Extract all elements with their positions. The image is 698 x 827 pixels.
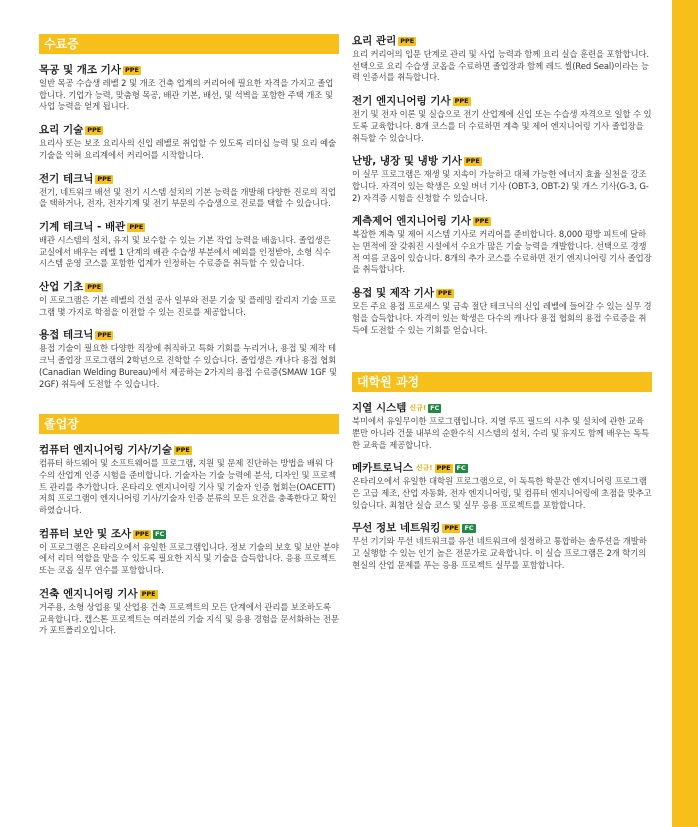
- program-title: 전기 엔지니어링 기사 PPE: [352, 95, 469, 108]
- ppe-badge: PPE: [135, 529, 150, 538]
- ppe-badge: PPE: [465, 157, 480, 166]
- program-item: [39, 527, 339, 577]
- ppe-badge: PPE: [436, 464, 451, 473]
- program-description: 무선 기기와 무선 네트워크를 유선 네트워크에 설정하고 통합하는 솔루션을 개발하고 실행할 수 있는 인기 높은 전문가로 교육합니다. 이 실습 프로그램은 2개 학기의 현실의 산업 문제를 푸는 응용 프로젝트 실무를 포함합니다.: [352, 536, 647, 570]
- ppe-badge: PPE: [474, 217, 489, 226]
- program-title: 메카트로닉스 신규! PPE FC: [352, 462, 466, 475]
- program-title: 건축 엔지니어링 기사 PPE: [39, 587, 156, 600]
- program-title: 용접 테크닉 PPE: [39, 329, 112, 342]
- ppe-badge: PPE: [97, 331, 112, 340]
- program-description: 이 프로그램은 기본 레벨의 건설 공사 일부와 전문 기술 및 플레밍 칼리지 기술 프로그램 몇 가지로 학점을 이전할 수 있는 진로를 제공합니다.: [39, 295, 336, 317]
- program-description: 모든 주요 용접 프로세스 및 금속 절단 테크닉의 신입 레벨에 들어갈 수 있는 실무 경험을 습득합니다. 자격이 있는 학생은 다수의 캐나다 용접 협회의 용접 수료증을 취득에 도전할 수 있는 기회를 얻습니다.: [352, 301, 652, 335]
- fc-badge: FC: [430, 404, 440, 413]
- program-title: 산업 기초 PPE: [39, 281, 102, 294]
- right-column: [352, 34, 652, 582]
- new-label: 신규!: [409, 404, 427, 413]
- program-item: [39, 220, 339, 270]
- program-item: [352, 154, 652, 204]
- program-item: [352, 521, 652, 571]
- program-title: 용접 및 제작 기사 PPE: [352, 287, 452, 300]
- program-item: [39, 280, 339, 318]
- program-description: 이 프로그램은 온타리오에서 유일한 프로그램입니다. 정보 기술의 보호 및 보안 분야에서 리더 역할을 맡을 수 있도록 필요한 지식 및 기술을 습득합니다. 응용 프로젝트 또는 코옵 실무 연수를 포함합니다.: [39, 541, 339, 576]
- ppe-badge: PPE: [400, 37, 415, 45]
- program-item: [352, 461, 652, 511]
- program-description: 전기 및 전자 이론 및 실습으로 전기 산업계에 신입 또는 수습생 자격으로 일할 수 있도록 교육합니다. 8개 코스를 더 수료하면 계측 및 제어 엔지니어링 기사 졸업장을 취득할 수 있습니다.: [352, 109, 652, 143]
- ppe-badge: PPE: [129, 222, 144, 231]
- program-title: 전기 테크닉 PPE: [39, 172, 112, 185]
- left-column: [39, 34, 339, 647]
- ppe-badge: PPE: [87, 126, 102, 135]
- program-title: 난방, 냉장 및 냉방 기사 PPE: [352, 155, 480, 168]
- ppe-badge: PPE: [124, 66, 139, 74]
- program-item: [352, 34, 652, 84]
- program-title: 무선 정보 네트워킹 PPE FC: [352, 522, 474, 535]
- program-item: [39, 587, 339, 637]
- program-item: [39, 443, 339, 517]
- program-description: 온타리오에서 유일한 대학원 프로그램으로, 이 독특한 학문간 엔지니어링 프로그램은 고급 제조, 산업 자동화, 전자 엔지니어링, 및 컴퓨터 엔지니어링에 초점을 맞추고 있습니다. 최첨단 실습 코스 및 실무 응용 프로젝트를 포함합니다.: [352, 476, 652, 510]
- program-item: [39, 328, 339, 390]
- program-title: 컴퓨터 보안 및 조사 PPE FC: [39, 527, 165, 540]
- program-item: [352, 401, 652, 451]
- program-description: 북미에서 유일무이한 프로그램입니다. 지열 루프 필드의 시추 및 설치에 관한 교육 뿐만 아니라 건물 내부의 순환수식 시스템의 설치, 수리 및 유지도 함께 배우는 독특한 교육을 제공합니다.: [352, 416, 649, 450]
- fc-badge: FC: [456, 464, 466, 473]
- fc-badge: FC: [155, 529, 165, 538]
- program-title: 요리 관리 PPE: [352, 35, 415, 47]
- program-title: 지열 시스템 신규! FC: [352, 402, 440, 415]
- ppe-badge: PPE: [97, 174, 112, 183]
- section-header-diplomas: 졸업장: [39, 414, 339, 434]
- program-description: 요리사 또는 보조 요리사의 신입 레벨로 취업할 수 있도록 리더십 능력 및 요리 예술 기술을 익혀 요리계에서 커리어를 시작합니다.: [39, 138, 336, 160]
- program-item: [39, 63, 339, 113]
- program-item: [39, 123, 339, 161]
- program-title: 컴퓨터 엔지니어링 기사/기술 PPE: [39, 444, 190, 457]
- program-title: 목공 및 개조 기사 PPE: [39, 64, 139, 76]
- ppe-badge: PPE: [141, 589, 156, 598]
- ppe-badge: PPE: [175, 446, 190, 455]
- program-item: [352, 94, 652, 144]
- program-description: 거주용, 소형 상업용 및 산업용 건축 프로젝트의 모든 단계에서 관리를 보조하도록 교육합니다. 캡스톤 프로젝트는 여러분의 기술 지식 및 응용 경험을 문서화하는 전문가 포트폴리오입니다.: [39, 601, 339, 636]
- program-item: [352, 214, 652, 276]
- program-description: 이 실무 프로그램은 재생 및 지속이 가능하고 대체 가능한 에너지 효율 실천을 강조합니다. 자격이 있는 학생은 오일 버너 기사 (OBT-3, OBT-2) 및 개스 기사(G-3, G-2) 자격증 시험을 신청할 수 있습니다.: [352, 169, 649, 203]
- program-description: 요리 커리어의 입문 단계로 관리 및 사업 능력과 함께 요리 실습 훈련을 포함합니다. 선택으로 요리 수습생 코옵을 수료하면 졸업장과 함께 레드 씰(Red Seal)이라는 능력 인증서를 취득합니다.: [352, 49, 649, 83]
- fc-badge: FC: [464, 524, 474, 533]
- new-label: 신규!: [415, 464, 433, 473]
- program-description: 용접 기술이 필요한 다양한 직장에 취직하고 특화 기회를 누리거나, 용접 및 제작 테크닉 졸업장 프로그램의 2학년으로 진학할 수 있습니다. 졸업생은 캐나다 용접 협회(Canadian Welding Bureau)에서 제공하는 2가지의 용접 수료증(SMAW 1GF 및 2GF) 취득에 도전할 수 있습니다.: [39, 343, 337, 389]
- section-header-graduate: 대학원 과정: [352, 372, 652, 392]
- ppe-badge: PPE: [454, 97, 469, 106]
- program-title: 요리 기술 PPE: [39, 124, 102, 137]
- program-title: 기계 테크닉 - 배관 PPE: [39, 220, 144, 233]
- ppe-badge: PPE: [87, 283, 102, 292]
- program-item: [39, 172, 339, 210]
- program-description: 복잡한 계측 및 제어 시스템 기사로 커리어를 준비합니다. 8,000 평방 피트에 달하는 면적에 잘 갖춰진 시설에서 수요가 많은 기술 능력을 개발합니다. 선택으로 경쟁적 여름 코옵이 있습니다. 8개의 추가 코스를 수료하면 전기 엔지니어링 기사 졸업장을 취득합니다.: [352, 229, 652, 275]
- program-item: [352, 286, 652, 336]
- ppe-badge: PPE: [437, 289, 452, 298]
- accent-side-bar: [672, 0, 698, 827]
- program-description: 일반 목공 수습생 레벨 2 및 개조 건축 업계의 커리어에 필요한 자격을 가지고 졸업합니다. 기업가 능력, 맞춤형 목공, 배관 기본, 배선, 및 석벽을 포함한 주택 개조 및 사업 능력을 얻게 됩니다.: [39, 78, 334, 112]
- ppe-badge: PPE: [444, 524, 459, 533]
- program-description: 전기, 네트워크 배선 및 전기 시스템 설치의 기본 능력을 개발해 다양한 진로의 직업을 택하거나, 전자, 전자기계 및 전기 부문의 수습생으로 진로를 택할 수 있습니다.: [39, 186, 336, 209]
- section-header-certificates: 수료증: [39, 34, 339, 54]
- program-description: 컴퓨터 하드웨어 및 소프트웨어를 프로그램, 지원 및 문제 진단하는 방법을 배워 다수의 산업계 인증 시험을 준비합니다. 기술자는 기술 능력에 분석, 디자인 및 프로젝트 관리를 추가합니다. 온타리오 엔지니어링 기사 및 기술자 인증 협회는(OACETT) 저희 프로그램이 엔지니어링 기사/기술자 인증 분류의 모든 요건을 충족한다고 확인하였습니다.: [39, 458, 337, 516]
- program-title: 계측제어 엔지니어링 기사 PPE: [352, 215, 489, 228]
- program-description: 배관 시스템의 설치, 유지 및 보수할 수 있는 기본 작업 능력을 배웁니다. 졸업생은 교실에서 배우는 레벨 1 단계의 배관 수습생 부분에서 예외를 인정받아, 소형 식수 시스템 운영 코스를 포함한 업계가 인정하는 수료증을 취득할 수 있습니다.: [39, 234, 331, 269]
